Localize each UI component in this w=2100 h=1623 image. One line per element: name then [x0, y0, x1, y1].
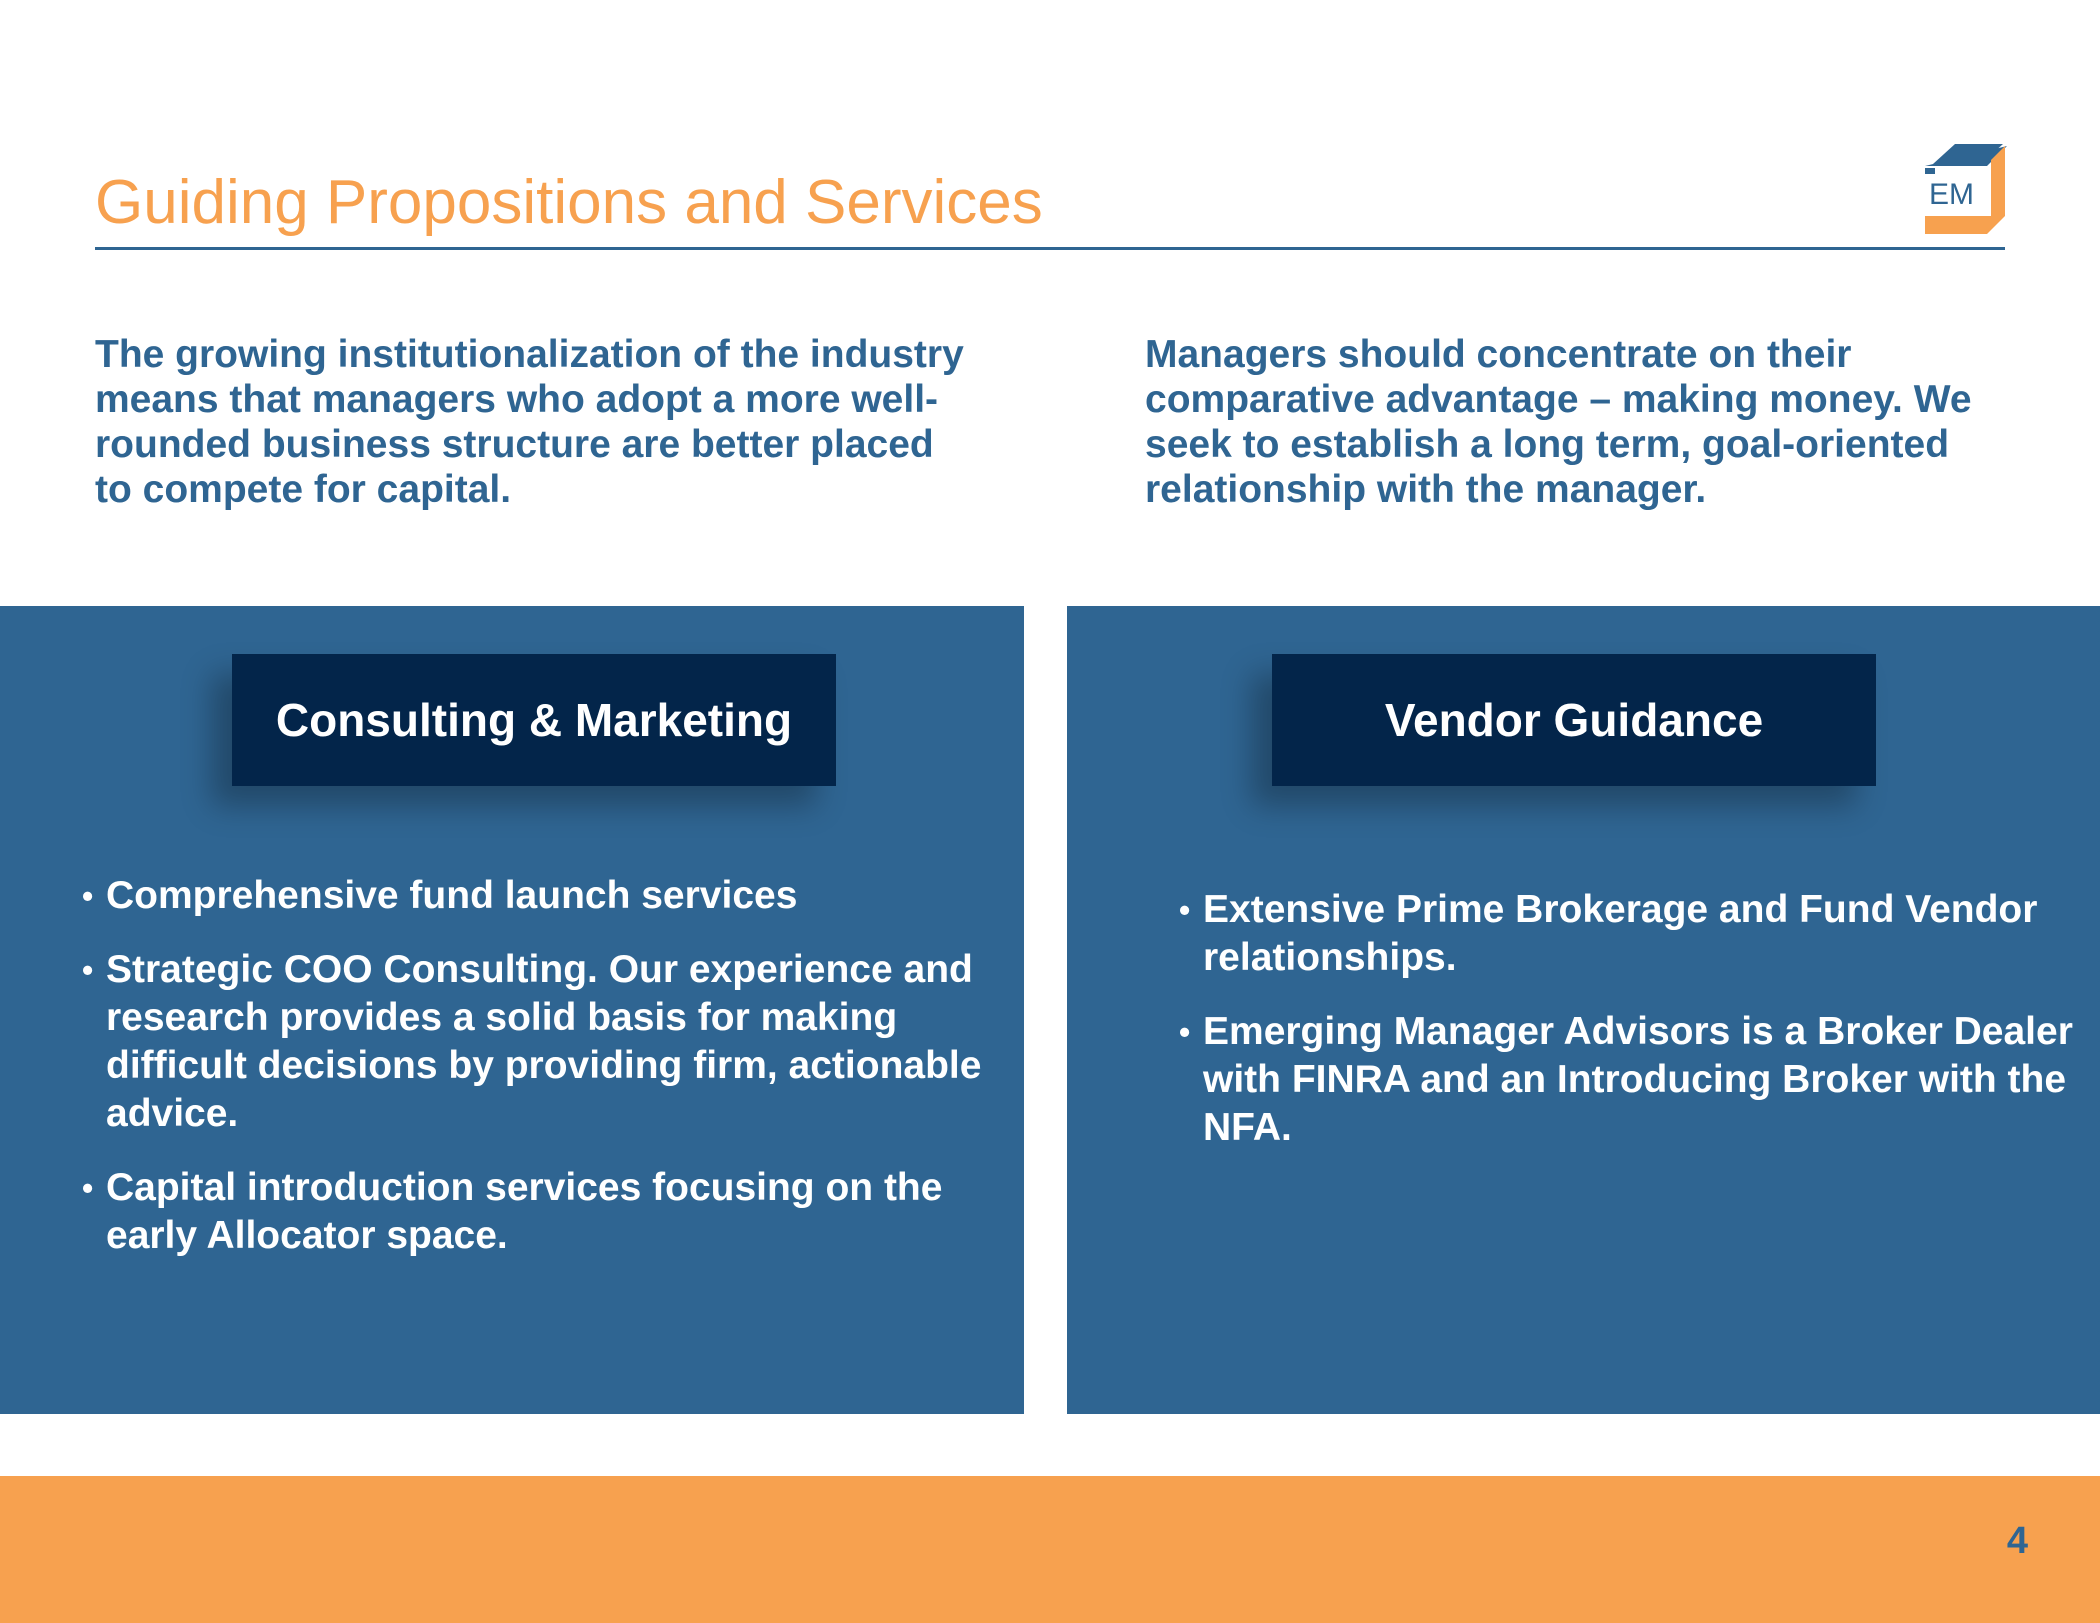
bullet-list: [82, 872, 982, 1286]
bullet-item: • Comprehensive fund launch services: [82, 872, 982, 920]
intro-left: The growing institutionalization of the industry means that managers who adopt a more well-rounded business structure are better placed to compete for capital.: [95, 333, 964, 511]
panel-heading: Consulting & Marketing: [232, 654, 836, 786]
intro-right: Managers should concentrate on their comparative advantage – making money. We seek to establish a long term, goal-oriented relationship with the manager.: [1145, 333, 1972, 511]
consulting-marketing-panel: [0, 606, 1024, 1414]
bullet-item: • Strategic COO Consulting. Our experience and research provides a solid basis for making difficult decisions by providing firm, actionable advice.: [82, 946, 982, 1138]
page-number: 4: [2006, 1520, 2028, 1562]
title-divider: [95, 247, 2005, 250]
vendor-guidance-panel: [1067, 606, 2100, 1414]
slide-title: Guiding Propositions and Services: [95, 168, 1043, 237]
panel-heading: Vendor Guidance: [1272, 654, 1876, 786]
bullet-list: [1179, 886, 2079, 1178]
footer-band: [0, 1476, 2100, 1623]
bullet-item: • Extensive Prime Brokerage and Fund Vendor relationships.: [1179, 886, 2079, 982]
logo-text: EM: [1929, 178, 1974, 211]
em-logo-icon: [1925, 138, 2007, 242]
bullet-item: • Emerging Manager Advisors is a Broker Dealer with FINRA and an Introducing Broker with the NFA.: [1179, 1008, 2079, 1152]
bullet-item: • Capital introduction services focusing on the early Allocator space.: [82, 1164, 982, 1260]
